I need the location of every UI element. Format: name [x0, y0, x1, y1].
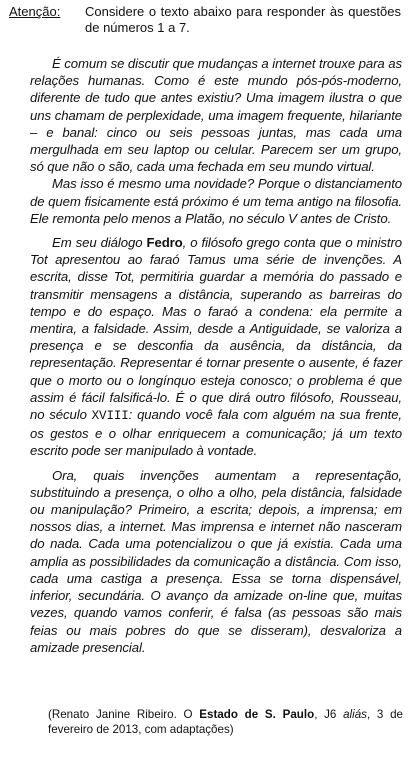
paragraph-3-part-a: Em seu diálogo — [52, 235, 147, 251]
citation-part-c: , 3 de fevereiro de 2013, com adaptações) — [48, 708, 403, 736]
century-numeral: XVIII — [91, 409, 129, 424]
section-name: aliás — [343, 708, 367, 721]
paragraph-3 — [30, 234, 402, 460]
paragraph-4: Ora, quais invenções aumentam a representação, substituindo a presença, o olho a olho, pela distância, falsidade ou manipulação? Primeiro, a escrita; depois, a imprensa; em nossos dias, a internet. Mas imprensa e internet não nasceram do nada. Cada uma potencializou o que já existia. Cada uma amplia as possibilidades da comunicação a distância. Com isso, cada uma castiga a presença. Essa se torna dispensável, inferior, secundária. O avanço da amizade on-line que, muitas vezes, quando vamos conferir, é falsa (as pessoas são mais feias ou mais pobres do que se disseram), desvaloriza a amizade presencial. — [30, 467, 402, 655]
paragraph-1: É comum se discutir que mudanças a internet trouxe para as relações humanas. Como é este mundo pós-pós-moderno, diferente de tudo que antes existiu? Uma imagem ilustra o que uns chamam de perplexidade, uma imagem frequente, hilariante – e banal: cinco ou seis pessoas juntas, mas cada uma mergulhada em seu laptop ou celular. Parecem ser um grupo, só que não o são, cada uma fechada em seu mundo virtual. — [30, 56, 402, 175]
citation-part-a: (Renato Janine Ribeiro. O — [48, 708, 200, 721]
citation-part-b: , J6 — [314, 708, 344, 721]
paragraph-3-part-b: , o filósofo grego conta que o ministro Tot apresentou ao faraó Tamus uma série de invenções. A escrita, disse Tot, permitiria guardar a memória do passado e transmitir mensagens a distância, superando as barreiras do tempo e do espaço. Mas o faraó a condena: ela permite a mentira, a falsidade. Assim, desde a Antiguidade, se valoriza a presença e se desconfia da ausência, da distância, da representação. Representar é tornar presente o ausente, é fazer que o morto ou o longínquo esteja conosco; o problema é que assim é fácil falsificá-lo. É o que dirá outro filósofo, Rousseau, no século — [30, 235, 402, 423]
essay-text — [30, 55, 402, 656]
attention-label: Atenção: — [9, 4, 61, 19]
source-citation — [48, 707, 403, 737]
newspaper-name: Estado de S. Paulo — [199, 708, 315, 721]
attention-instruction: Considere o texto abaixo para responder às questões de números 1 a 7. — [85, 4, 401, 35]
dialogue-title-fedro: Fedro — [146, 235, 183, 251]
paragraph-2: Mas isso é mesmo uma novidade? Porque o distanciamento de quem fisicamente está próximo é um tema antigo na filosofia. Ele remonta pelo menos a Platão, no século V antes de Cristo. — [30, 176, 402, 226]
paragraph-3-part-c: : quando você fala com alguém na sua frente, os gestos e o olhar enriquecem a comunicação; já um texto escrito pode ser manipulado à vontade. — [30, 407, 402, 459]
